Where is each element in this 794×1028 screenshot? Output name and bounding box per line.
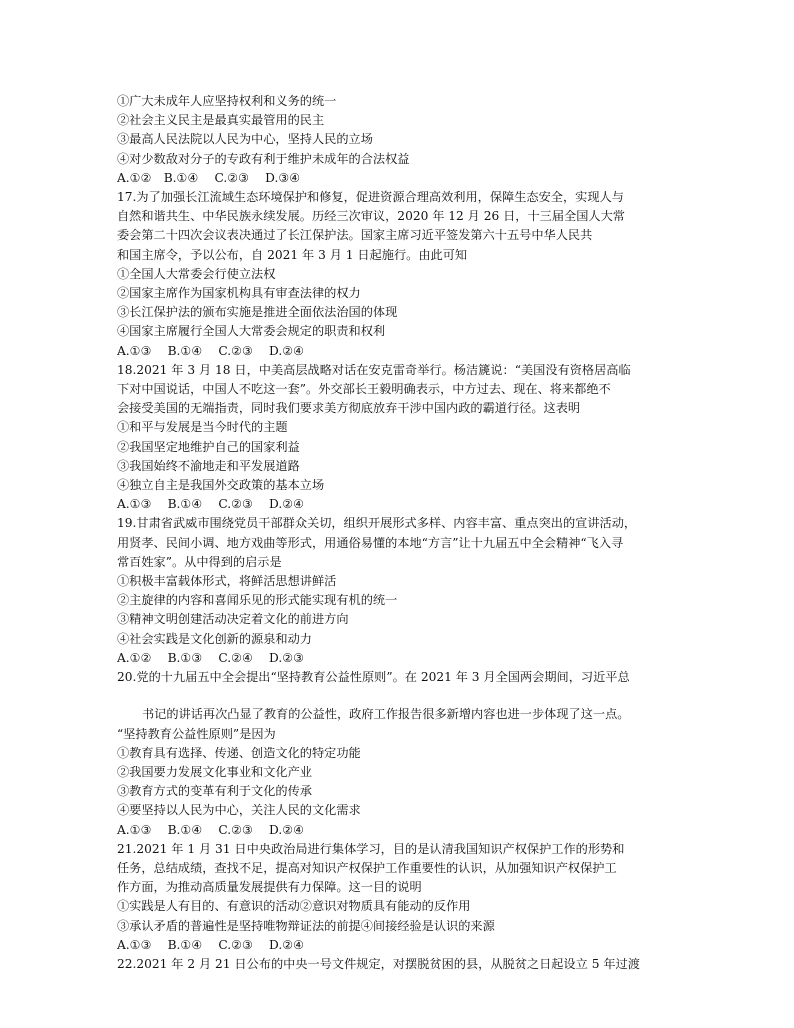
answer-choices: A.①③ B.①④ C.②③ D.②④ [117, 937, 305, 952]
question-17-stem: 和国主席令，予以公布，自 2021 年 3 月 1 日起施行。由此可知 [117, 247, 468, 262]
question-17-stem: 自然和谐共生、中华民族永续发展。历经三次审议，2020 年 12 月 26 日，十三届全国人大常 [117, 209, 625, 224]
option-line: ②我国坚定地维护自己的国家利益 [117, 439, 300, 454]
question-20-stem: “坚持教育公益性原则”是因为 [117, 726, 276, 741]
answer-choices: A.①② B.①③ C.②④ D.②③ [117, 650, 305, 665]
question-20-stem: 20.党的十九届五中全会提出“坚持教育公益性原则”。在 2021 年 3 月全国两会期间，习近平总 [117, 670, 630, 685]
option-line: ②主旋律的内容和喜闻乐见的形式能实现有机的统一 [117, 593, 398, 608]
option-line: ①积极丰富载体形式，将鲜活思想讲鲜活 [117, 574, 337, 589]
answer-choices: A.①② B.①④ C.②③ D.③④ [117, 170, 301, 185]
question-17-stem: 17.为了加强长江流域生态环境保护和修复，促进资源合理高效利用，保障生态安全，实现人与 [117, 190, 624, 205]
question-18-stem: 会接受美国的无端指责，同时我们要求美方彻底放弃干涉中国内政的霸道行径。这表明 [117, 401, 581, 416]
option-line: ③最高人民法院以人民为中心，坚持人民的立场 [117, 132, 373, 147]
option-line: ③长江保护法的颁布实施是推进全面依法治国的体现 [117, 305, 398, 320]
question-21-stem: 作方面，为推动高质量发展提供有力保障。这一目的说明 [117, 880, 422, 895]
option-line: ③教育方式的变革有利于文化的传承 [117, 784, 312, 799]
option-line: ①教育具有选择、传递、创造文化的特定功能 [117, 745, 361, 760]
question-text-block [117, 92, 687, 974]
option-line: ③承认矛盾的普遍性是坚持唯物辩证法的前提④间接经验是认识的来源 [117, 918, 495, 933]
answer-choices: A.①③ B.①④ C.②③ D.②④ [117, 822, 305, 837]
question-19-stem: 用贤孝、民间小调、地方戏曲等形式，用通俗易懂的本地“方言”让十九届五中全会精神“飞入寻 [117, 535, 624, 550]
option-line: ②国家主席作为国家机构具有审查法律的权力 [117, 286, 361, 301]
question-19-stem: 19.甘肃省武威市围绕党员干部群众关切，组织开展形式多样、内容丰富、重点突出的宣讲活动， [117, 516, 637, 531]
option-line: ②社会主义民主是最真实最管用的民主 [117, 113, 325, 128]
question-18-stem: 18.2021 年 3 月 18 日，中美高层战略对话在安克雷奇举行。杨洁篪说：“美国没有资格居高临 [117, 362, 631, 377]
answer-choices: A.①③ B.①④ C.②③ D.②④ [117, 497, 305, 512]
option-line: ①和平与发展是当今时代的主题 [117, 420, 288, 435]
question-21-stem: 21.2021 年 1 月 31 日中央政治局进行集体学习，目的是认清我国知识产权保护工作的形势和 [117, 841, 625, 856]
option-line: ③我国始终不渝地走和平发展道路 [117, 458, 300, 473]
answer-choices: A.①③ B.①④ C.②③ D.②④ [117, 343, 305, 358]
option-line: ④国家主席履行全国人大常委会规定的职责和权利 [117, 324, 386, 339]
question-18-stem: 下对中国说话，中国人不吃这一套”。外交部长王毅明确表示，中方过去、现在、将来都绝不 [117, 382, 611, 397]
option-line: ④社会实践是文化创新的源泉和动力 [117, 631, 312, 646]
question-20-stem: 书记的讲话再次凸显了教育的公益性，政府工作报告很多新增内容也进一步体现了这一点。 [142, 707, 630, 722]
option-line: ①广大未成年人应坚持权利和义务的统一 [117, 94, 337, 108]
option-line: ①实践是人有目的、有意识的活动②意识对物质具有能动的反作用 [117, 899, 471, 914]
question-21-stem: 任务，总结成绩，查找不足，提高对知识产权保护工作重要性的认识，从加强知识产权保护工 [117, 860, 617, 875]
option-line: ③精神文明创建活动决定着文化的前进方向 [117, 612, 349, 627]
option-line: ④对少数敌对分子的专政有利于维护未成年的合法权益 [117, 151, 410, 166]
question-19-stem: 常百姓家”。从中得到的启示是 [117, 554, 282, 569]
option-line: ②我国要力发展文化事业和文化产业 [117, 764, 312, 779]
question-17-stem: 委会第二十四次会议表决通过了长江保护法。国家主席习近平签发第六十五号中华人民共 [117, 228, 593, 243]
option-line: ④独立自主是我国外交政策的基本立场 [117, 478, 325, 493]
question-22-stem: 22.2021 年 2 月 21 日公布的中央一号文件规定，对摆脱贫困的县，从脱贫之日起设立 5 年过渡 [117, 956, 640, 971]
option-line: ④要坚持以人民为中心，关注人民的文化需求 [117, 803, 361, 818]
option-line: ①全国人大常委会行使立法权 [117, 266, 276, 281]
blank-gap [117, 687, 687, 705]
